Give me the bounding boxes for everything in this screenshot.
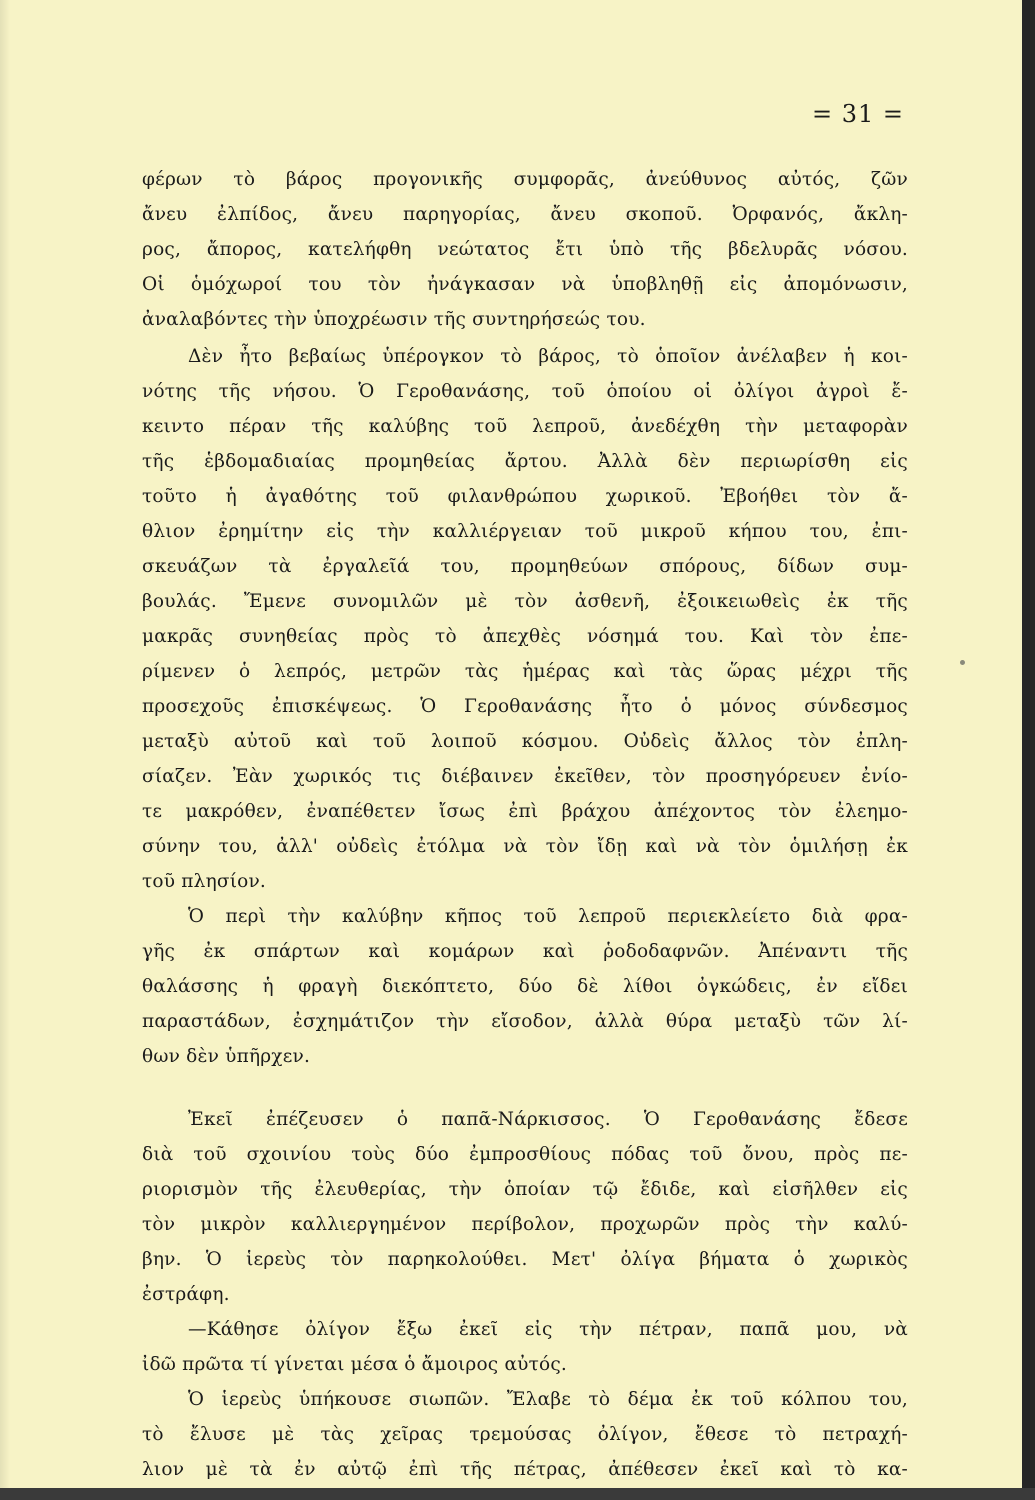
text-line: ἐστράφη.: [142, 1284, 230, 1305]
text-line: τῆς ἑβδομαδιαίας προμηθείας ἄρτου. Ἀλλὰ δὲν περιωρίσθη εἰς: [142, 451, 908, 472]
paragraph-start-line: Ἐκεῖ ἐπέζευσεν ὁ παπᾶ-Νάρκισσος. Ὁ Γεροθανάσης ἔδεσε: [188, 1109, 908, 1130]
text-line: μακρᾶς συνηθείας πρὸς τὸ ἀπεχθὲς νόσημά του. Καὶ τὸν ἐπε-: [142, 626, 908, 647]
text-line: μεταξὺ αὐτοῦ καὶ τοῦ λοιποῦ κόσμου. Οὐδεὶς ἄλλος τὸν ἐπλη-: [142, 731, 908, 752]
text-line: Οἱ ὁμόχωροί του τὸν ἠνάγκασαν νὰ ὑποβληθῇ εἰς ἀπομόνωσιν,: [142, 274, 908, 295]
text-line: ἄνευ ἐλπίδος, ἄνευ παρηγορίας, ἄνευ σκοποῦ. Ὀρφανός, ἄκλη-: [142, 204, 908, 225]
text-line: διὰ τοῦ σχοινίου τοὺς δύο ἐμπροσθίους πόδας τοῦ ὄνου, πρὸς πε-: [142, 1144, 908, 1165]
text-line: τὸ ἔλυσε μὲ τὰς χεῖρας τρεμούσας ὀλίγον, ἔθεσε τὸ πετραχή-: [142, 1424, 908, 1445]
text-line: νότης τῆς νήσου. Ὁ Γεροθανάσης, τοῦ ὁποίου οἱ ὀλίγοι ἀγροὶ ἔ-: [142, 381, 908, 402]
text-line: σκευάζων τὰ ἐργαλεῖά του, προμηθεύων σπόρους, δίδων συμ-: [142, 556, 908, 577]
text-line: βην. Ὁ ἱερεὺς τὸν παρηκολούθει. Μετ' ὀλίγα βήματα ὁ χωρικὸς: [142, 1249, 908, 1270]
text-line: φέρων τὸ βάρος προγονικῆς συμφορᾶς, ἀνεύθυνος αὐτός, ζῶν: [142, 169, 908, 190]
text-line: κειντο πέραν τῆς καλύβης τοῦ λεπροῦ, ἀνεδέχθη τὴν μεταφορὰν: [142, 416, 908, 437]
text-line: τε μακρόθεν, ἐναπέθετεν ἴσως ἐπὶ βράχου ἀπέχοντος τὸν ἐλεημο-: [142, 801, 908, 822]
text-line: λιον μὲ τὰ ἐν αὐτῷ ἐπὶ τῆς πέτρας, ἀπέθεσεν ἐκεῖ καὶ τὸ κα-: [142, 1459, 908, 1480]
text-line: τὸν μικρὸν καλλιεργημένον περίβολον, προχωρῶν πρὸς τὴν καλύ-: [142, 1214, 908, 1235]
scan-right-edge: [1022, 0, 1035, 1500]
text-line: θαλάσσης ἡ φραγὴ διεκόπτετο, δύο δὲ λίθοι ὀγκώδεις, ἐν εἴδει: [142, 976, 908, 997]
paragraph-start-line: Ὁ ἱερεὺς ὑπήκουσε σιωπῶν. Ἔλαβε τὸ δέμα ἐκ τοῦ κόλπου του,: [188, 1389, 908, 1410]
text-line: ριορισμὸν τῆς ἐλευθερίας, τὴν ὁποίαν τῷ ἔδιδε, καὶ εἰσῆλθεν εἰς: [142, 1179, 908, 1200]
page-gutter-shadow: [0, 0, 10, 1488]
paragraph-start-line: Δὲν ἦτο βεβαίως ὑπέρογκον τὸ βάρος, τὸ ὁποῖον ἀνέλαβεν ἡ κοι-: [188, 346, 908, 367]
page-number: = 31 =: [811, 100, 904, 128]
text-line: σύνην του, ἀλλ' οὐδεὶς ἐτόλμα νὰ τὸν ἴδῃ καὶ νὰ τὸν ὁμιλήσῃ ἐκ: [142, 836, 908, 857]
text-line: προσεχοῦς ἐπισκέψεως. Ὁ Γεροθανάσης ἦτο ὁ μόνος σύνδεσμος: [142, 696, 908, 717]
text-line: ἀναλαβόντες τὴν ὑποχρέωσιν τῆς συντηρήσεώς του.: [142, 309, 646, 330]
text-line: βουλάς. Ἔμενε συνομιλῶν μὲ τὸν ἀσθενῆ, ἐξοικειωθεὶς ἐκ τῆς: [142, 591, 908, 612]
text-line: σίαζεν. Ἐὰν χωρικός τις διέβαινεν ἐκεῖθεν, τὸν προσηγόρευεν ἐνίο-: [142, 766, 908, 787]
paragraph-start-line: Ὁ περὶ τὴν καλύβην κῆπος τοῦ λεπροῦ περιεκλείετο διὰ φρα-: [188, 906, 908, 927]
text-line: ἰδῶ πρῶτα τί γίνεται μέσα ὁ ἄμοιρος αὐτός.: [142, 1354, 568, 1375]
text-line: παραστάδων, ἐσχημάτιζον τὴν εἴσοδον, ἀλλὰ θύρα μεταξὺ τῶν λί-: [142, 1011, 908, 1032]
text-line: ρος, ἄπορος, κατελήφθη νεώτατος ἔτι ὑπὸ τῆς βδελυρᾶς νόσου.: [142, 239, 908, 260]
text-line: γῆς ἐκ σπάρτων καὶ κομάρων καὶ ῥοδοδαφνῶν. Ἀπέναντι τῆς: [142, 941, 908, 962]
text-line: ρίμενεν ὁ λεπρός, μετρῶν τὰς ἡμέρας καὶ τὰς ὥρας μέχρι τῆς: [142, 661, 908, 682]
text-line: τοῦ πλησίον.: [142, 871, 267, 892]
text-line: θλιον ἐρημίτην εἰς τὴν καλλιέργειαν τοῦ μικροῦ κήπου του, ἐπι-: [142, 521, 908, 542]
dialogue-line: —Κάθησε ὀλίγον ἔξω ἐκεῖ εἰς τὴν πέτραν, παπᾶ μου, νὰ: [188, 1319, 908, 1340]
scan-bottom-edge: [0, 1488, 1035, 1500]
paper-speck: [960, 660, 965, 665]
text-line: τοῦτο ἡ ἀγαθότης τοῦ φιλανθρώπου χωρικοῦ. Ἐβοήθει τὸν ἄ-: [142, 486, 908, 507]
text-line: θων δὲν ὑπῆρχεν.: [142, 1046, 311, 1067]
